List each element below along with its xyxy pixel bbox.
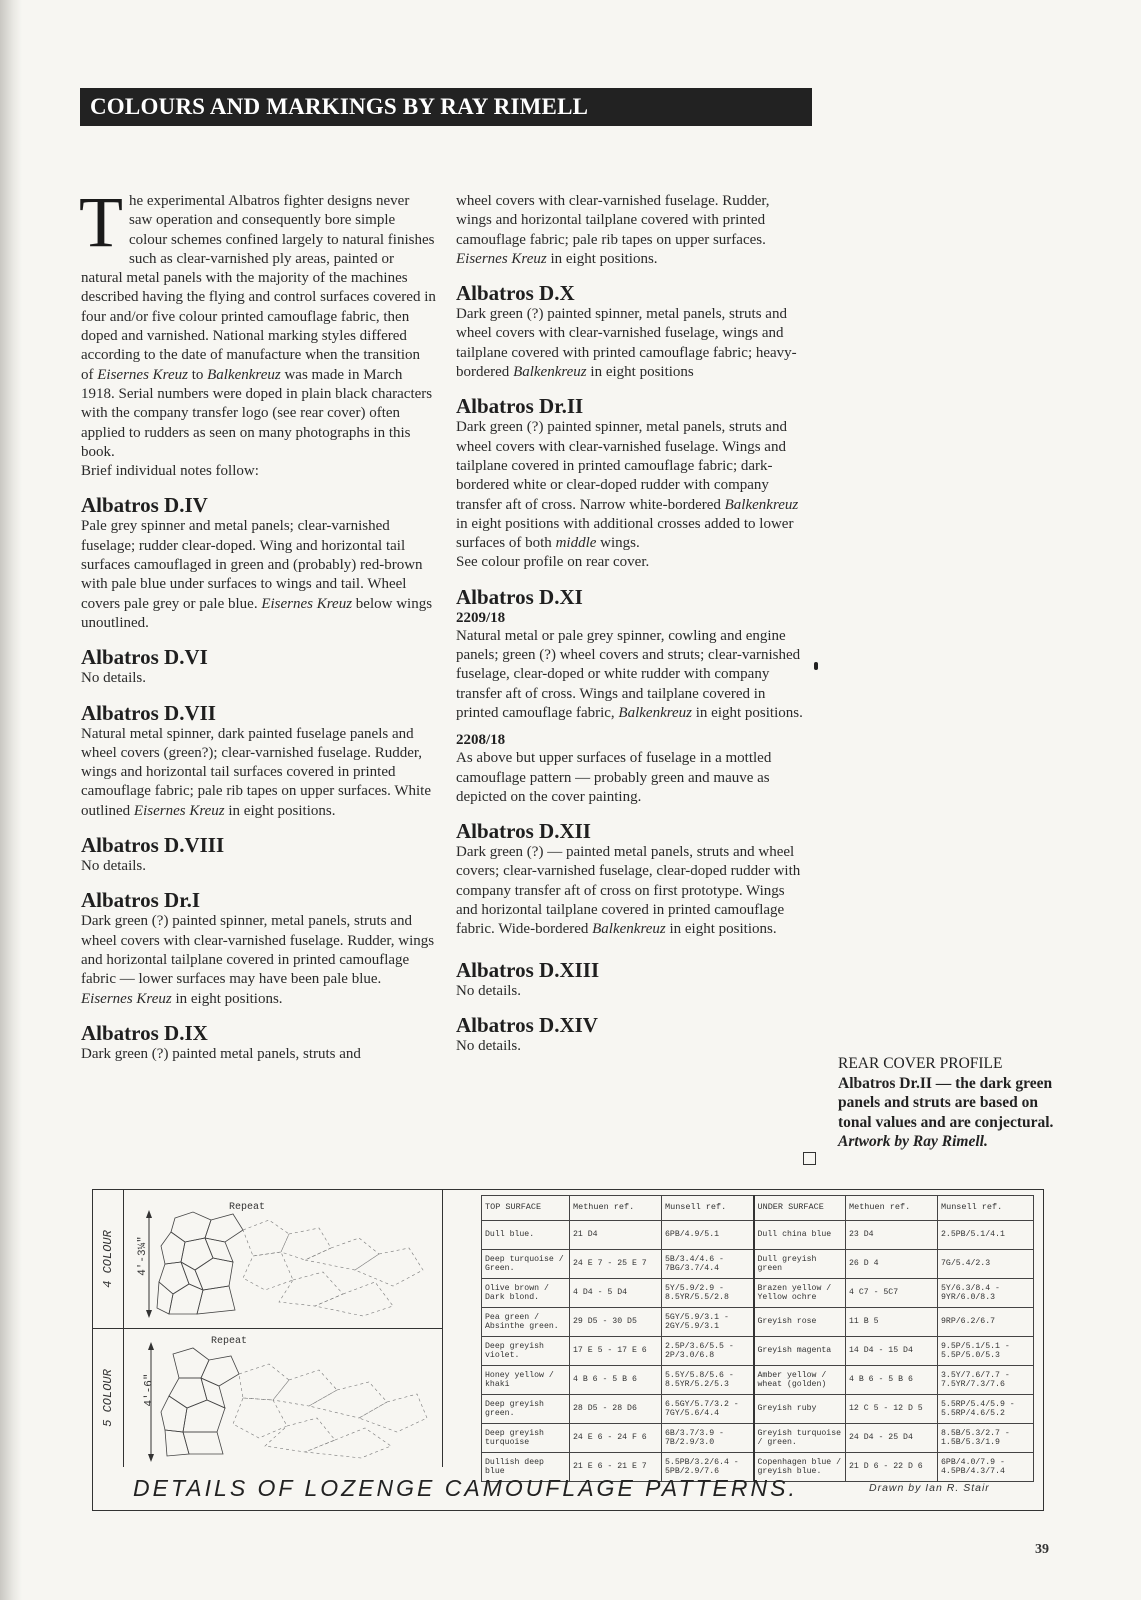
five-colour-pattern-drawing (93, 1328, 442, 1467)
section-text-d11-a (456, 627, 808, 723)
section-heading-d13: Albatros D.XIII (456, 957, 600, 982)
d12-text: Dark green (?) — painted metal panels, struts and wheel covers; clear-varnished fuselage, clear-doped rudder with company transfer aft of cross on first prototype. Wings and horizontal tailplane covered in printed camouflage fabric. Wide-bordered (456, 844, 801, 938)
table-cell: 29 D5 - 30 D5 (570, 1308, 662, 1337)
five-colour-row (93, 1328, 442, 1467)
table-cell: Honey yellow / khaki (482, 1366, 570, 1395)
dr2-text: Dark green (?) painted spinner, metal panels, struts and wheel covers with clear-varnished fuselage. Wings and tailplane covered in printed camouflage fabric; dark-bordered white or clear-doped rudder with company transfer aft of cross. Narrow white-bordered (456, 419, 787, 513)
section-text-d6: No details. (81, 670, 146, 687)
section-text-dr1 (81, 912, 436, 1008)
d7-text: Natural metal spinner, dark painted fuselage panels and wheel covers (green?); clear-varnished fuselage. Rudder, wings and horizontal tail surfaces covered in printed camouflage fabric; pale rib tapes on upper surfaces. White outlined (81, 725, 431, 819)
column-right (456, 192, 808, 1056)
table-cell: Deep greyish turquoise (482, 1424, 570, 1453)
d9-tail: in eight positions. (546, 250, 658, 267)
table-cell: Dull china blue (754, 1221, 846, 1250)
intro-brief: Brief individual notes follow: (81, 463, 259, 480)
table-cell: 26 D 4 (846, 1250, 938, 1279)
table-cell: Deep greyish green. (482, 1395, 570, 1424)
margin-mark (814, 662, 818, 670)
section-text-d9-continued (456, 192, 808, 269)
section-text-d11-b: As above but upper surfaces of fuselage in a mottled camouflage pattern — probably green and mauve as depicted on the cover painting. (456, 750, 772, 805)
table-cell: 3.5Y/7.6/7.7 - 7.5YR/7.3/7.6 (938, 1366, 1034, 1395)
table-cell: 5.5RP/5.4/5.9 - 5.5RP/4.6/5.2 (938, 1395, 1034, 1424)
section-heading-dr2: Albatros Dr.II (456, 394, 584, 419)
table-cell: 6B/3.7/3.9 - 7B/2.9/3.0 (662, 1424, 754, 1453)
section-heading-d4: Albatros D.IV (81, 493, 208, 518)
table-cell: 5Y/6.3/8.4 - 9YR/6.0/8.3 (938, 1279, 1034, 1308)
d10-tail: in eight positions (586, 364, 694, 381)
d11-tail1: in eight positions. (692, 704, 803, 721)
table-row (482, 1308, 1034, 1337)
table-cell: Brazen yellow / Yellow ochre (754, 1279, 846, 1308)
table-row (482, 1366, 1034, 1395)
dr1-italic: Eisernes Kreuz (81, 990, 172, 1007)
table-cell: 2.5PB/5.1/4.1 (938, 1221, 1034, 1250)
dr1-tail: in eight positions. (171, 990, 283, 1007)
d7-tail: in eight positions. (224, 802, 336, 819)
section-heading-dr1: Albatros Dr.I (81, 888, 201, 913)
d4-text: Pale grey spinner and metal panels; clear-varnished fuselage; rudder clear-doped. Wing and horizontal tail surfaces camouflaged in green and (probably) red-brown with pale blue under surfaces to wings and tail. Wheel covers pale grey or pale blue. (81, 518, 423, 612)
table-row (482, 1250, 1034, 1279)
four-colour-repeat: Repeat (229, 1202, 266, 1213)
table-cell: 9RP/6.2/6.7 (938, 1308, 1034, 1337)
rear-cover-credit: Artwork by Ray Rimell. (838, 1133, 988, 1150)
d12-italic: Balkenkreuz (592, 921, 666, 938)
table-cell: 4 B 6 - 5 B 6 (846, 1366, 938, 1395)
table-cell: Greyish rose (754, 1308, 846, 1337)
section-text-d4 (81, 517, 436, 633)
section-text-d8: No details. (81, 858, 146, 875)
table-cell: Greyish ruby (754, 1395, 846, 1424)
dr1-text: Dark green (?) painted spinner, metal panels, struts and wheel covers with clear-varnished fuselage. Rudder, wings and horizontal tailplane covered in printed camouflage fabric — lower surfaces may have been pale blue. (81, 913, 435, 988)
header-methuen-top: Methuen ref. (570, 1196, 662, 1221)
colour-reference-table (481, 1195, 1034, 1482)
header-methuen-under: Methuen ref. (846, 1196, 938, 1221)
intro-text: he experimental Albatros fighter designs never saw operation and consequently bore simple colour schemes confined largely to natural finishes such as clear-varnished ply areas, painted or natural metal panels with the majority of the machines described having the flying and control surfaces covered in four and/or five colour printed camouflage fabric, then doped and varnished. National marking styles differed according to the date of manufacture when the transition of (81, 193, 436, 383)
table-cell: 5Y/5.9/2.9 - 8.5YR/5.5/2.8 (662, 1279, 754, 1308)
table-row (482, 1279, 1034, 1308)
d9-italic: Eisernes Kreuz (456, 250, 547, 267)
table-row (482, 1424, 1034, 1453)
intro-italic-2: Balkenkreuz (207, 366, 281, 383)
intro-italic-1: Eisernes Kreuz (97, 366, 188, 383)
d10-text: Dark green (?) painted spinner, metal panels, struts and wheel covers with clear-varnished fuselage, wings and tailplane covered with printed camouflage fabric; heavy-bordered (456, 306, 797, 381)
rear-cover-heading: REAR COVER PROFILE (838, 1055, 1003, 1072)
table-cell: 11 B 5 (846, 1308, 938, 1337)
table-cell: 24 E 6 - 24 F 6 (570, 1424, 662, 1453)
figure-caption: DETAILS OF LOZENGE CAMOUFLAGE PATTERNS. (133, 1475, 798, 1501)
table-cell: 4 C7 - 5C7 (846, 1279, 938, 1308)
section-text-d7 (81, 725, 436, 821)
four-colour-row (93, 1190, 442, 1329)
table-cell: 21 E 6 - 21 E 7 (570, 1453, 662, 1482)
intro-mid: to (187, 366, 208, 383)
serial-2208: 2208/18 (456, 732, 506, 749)
table-cell: 5GY/5.9/3.1 - 2GY/5.9/3.1 (662, 1308, 754, 1337)
table-cell: 5.5PB/3.2/6.4 - 5PB/2.9/7.6 (662, 1453, 754, 1482)
section-heading-d6: Albatros D.VI (81, 645, 208, 670)
table-cell: 6PB/4.0/7.9 - 4.5PB/4.3/7.4 (938, 1453, 1034, 1482)
d7-italic: Eisernes Kreuz (133, 802, 225, 819)
table-cell: Dull blue. (482, 1221, 570, 1250)
section-heading-d7: Albatros D.VII (81, 700, 216, 725)
intro-tail: was made in March 1918. Serial numbers were doped in plain black characters with the company transfer logo (see rear cover) often applied to rudders as seen on many photographs in this book. (81, 366, 433, 460)
rear-cover-text: Albatros Dr.II — the dark green panels and struts are based on tonal values and are conjectural. (838, 1074, 1054, 1131)
section-text-d14: No details. (456, 1037, 521, 1054)
header-under-surface: UNDER SURFACE (754, 1196, 846, 1221)
table-cell: 4 B 6 - 5 B 6 (570, 1366, 662, 1395)
table-cell: Copenhagen blue / greyish blue. (754, 1453, 846, 1482)
table-cell: 24 E 7 - 25 E 7 (570, 1250, 662, 1279)
section-heading-d12: Albatros D.XII (456, 819, 591, 844)
header-top-surface: TOP SURFACE (482, 1196, 570, 1221)
section-text-dr2 (456, 418, 808, 553)
figure-credit: Drawn by Ian R. Stair (869, 1482, 990, 1494)
section-heading-d8: Albatros D.VIII (81, 833, 225, 858)
pattern-panel (93, 1190, 443, 1467)
dr2-tail: wings. (596, 535, 640, 552)
section-text-d13: No details. (456, 982, 521, 999)
table-header-row (482, 1196, 1034, 1221)
table-cell: 14 D4 - 15 D4 (846, 1337, 938, 1366)
table-cell: Deep greyish violet. (482, 1337, 570, 1366)
table-cell: 17 E 5 - 17 E 6 (570, 1337, 662, 1366)
five-colour-repeat: Repeat (211, 1336, 248, 1347)
d12-tail: in eight positions. (665, 921, 777, 938)
drop-cap: T (79, 182, 123, 262)
page-number: 39 (1035, 1542, 1049, 1557)
header-munsell-under: Munsell ref. (938, 1196, 1034, 1221)
page-spine-shadow (0, 0, 22, 1600)
d4-tail: below wings unoutlined. (81, 595, 433, 631)
intro-paragraph (79, 182, 436, 462)
section-text-d10 (456, 305, 808, 382)
end-mark-box (803, 1152, 816, 1165)
section-see-rear-cover: See colour profile on rear cover. (456, 554, 650, 571)
table-cell: 5.5Y/5.8/5.6 - 8.5YR/5.2/5.3 (662, 1366, 754, 1395)
d9-cont: wheel covers with clear-varnished fuselage. Rudder, wings and horizontal tailplane covered with printed camouflage fabric; pale rib tapes on upper surfaces. (456, 193, 770, 248)
table-row (482, 1337, 1034, 1366)
table-row (482, 1395, 1034, 1424)
table-cell: 21 D4 (570, 1221, 662, 1250)
d10-italic: Balkenkreuz (513, 364, 587, 381)
header-munsell-top: Munsell ref. (662, 1196, 754, 1221)
four-colour-dimension: 4'-3¼" (136, 1236, 149, 1276)
table-cell: Dull greyish green (754, 1250, 846, 1279)
d11-text1: Natural metal or pale grey spinner, cowling and engine panels; green (?) wheel covers and struts; clear-varnished fuselage, clear-doped or white rudder with company transfer aft of cross. Wings and tailplane covered in printed camouflage fabric, (456, 627, 801, 721)
serial-2209: 2209/18 (456, 609, 506, 626)
table-cell: Greyish turquoise / green. (754, 1424, 846, 1453)
table-cell: 6PB/4.9/5.1 (662, 1221, 754, 1250)
section-heading-d11: Albatros D.XI (456, 584, 583, 609)
column-left (79, 182, 436, 1064)
table-cell: 6.5GY/5.7/3.2 - 7GY/5.6/4.4 (662, 1395, 754, 1424)
table-cell: 2.5P/3.6/5.5 - 2P/3.0/6.8 (662, 1337, 754, 1366)
table-cell: Dullish deep blue (482, 1453, 570, 1482)
five-colour-label: 5 COLOUR (101, 1368, 115, 1427)
table-cell: 28 D5 - 28 D6 (570, 1395, 662, 1424)
rear-cover-note (838, 1054, 1060, 1152)
table-cell: 12 C 5 - 12 D 5 (846, 1395, 938, 1424)
table-cell: Greyish magenta (754, 1337, 846, 1366)
lozenge-figure (92, 1189, 1044, 1511)
section-heading-d14: Albatros D.XIV (456, 1012, 598, 1037)
dr2-italic-2: middle (555, 535, 597, 552)
section-text-d12 (456, 843, 808, 939)
dr2-italic: Balkenkreuz (724, 496, 799, 513)
d4-italic: Eisernes Kreuz (261, 595, 353, 612)
table-row (482, 1221, 1034, 1250)
four-colour-label: 4 COLOUR (101, 1230, 115, 1288)
page-title-banner: COLOURS AND MARKINGS BY RAY RIMELL (80, 88, 812, 126)
table-cell: 21 D 6 - 22 D 6 (846, 1453, 938, 1482)
four-colour-pattern-drawing (93, 1190, 442, 1328)
table-cell: 5B/3.4/4.6 - 7BG/3.7/4.4 (662, 1250, 754, 1279)
table-cell: Pea green / Absinthe green. (482, 1308, 570, 1337)
table-cell: 24 D4 - 25 D4 (846, 1424, 938, 1453)
table-cell: Olive brown / Dark blond. (482, 1279, 570, 1308)
dr2-mid: in eight positions with additional crosses added to lower surfaces of both (456, 515, 794, 552)
table-cell: 23 D4 (846, 1221, 938, 1250)
table-cell: Deep turquoise / Green. (482, 1250, 570, 1279)
table-cell: 8.5B/5.3/2.7 - 1.5B/5.3/1.9 (938, 1424, 1034, 1453)
table-cell: 9.5P/5.1/5.1 - 5.5P/5.0/5.3 (938, 1337, 1034, 1366)
section-heading-d9: Albatros D.IX (81, 1020, 208, 1045)
table-cell: 4 D4 - 5 D4 (570, 1279, 662, 1308)
table-cell: 7G/5.4/2.3 (938, 1250, 1034, 1279)
five-colour-dimension: 4'-6" (143, 1373, 156, 1407)
table-cell: Amber yellow / wheat (golden) (754, 1366, 846, 1395)
section-text-d9: Dark green (?) painted metal panels, struts and (81, 1045, 361, 1062)
d11-italic: Balkenkreuz (618, 704, 693, 721)
section-heading-d10: Albatros D.X (456, 281, 575, 306)
